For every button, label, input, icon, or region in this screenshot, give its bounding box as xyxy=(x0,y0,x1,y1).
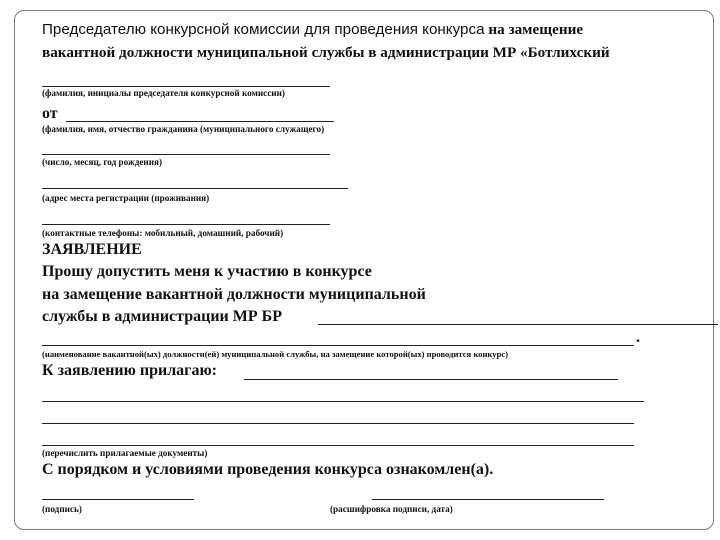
attachments-line-3[interactable] xyxy=(42,423,634,424)
chair-name-caption: (фамилия, инициалы председателя конкурсной комиссии) xyxy=(42,88,285,98)
applicant-name-line[interactable] xyxy=(66,121,334,122)
signature-decoding-caption: (расшифровка подписи, дата) xyxy=(330,504,453,514)
position-line-continuation[interactable] xyxy=(318,324,718,325)
position-line[interactable] xyxy=(42,345,634,346)
acknowledgement-text: С порядком и условиями проведения конкурса ознакомлен(а). xyxy=(42,461,494,478)
addressee-line-1 xyxy=(42,19,583,41)
statement-line-1: Прошу допустить меня к участию в конкурсе xyxy=(42,263,372,280)
position-caption: (наименование вакантной(ых) должности(ей) муниципальной службы, на замещение которой(ых) проводится конкурс) xyxy=(42,349,508,359)
signature-caption: (подпись) xyxy=(42,504,82,514)
from-label: от xyxy=(42,105,58,122)
address-caption: (адрес места регистрации (проживания) xyxy=(42,193,210,203)
applicant-name-caption: (фамилия, имя, отчество гражданина (муниципального служащего) xyxy=(42,124,325,134)
signature-line[interactable] xyxy=(42,499,194,500)
statement-title: ЗАЯВЛЕНИЕ xyxy=(42,241,142,258)
birth-date-line[interactable] xyxy=(42,154,330,155)
attachments-line-2[interactable] xyxy=(42,401,644,402)
statement-line-2: на замещение вакантной должности муниципальной xyxy=(42,286,426,303)
attachments-label: К заявлению прилагаю: xyxy=(42,362,217,379)
chair-name-line[interactable] xyxy=(42,86,330,87)
address-line[interactable] xyxy=(42,188,348,189)
attachments-caption: (перечислить прилагаемые документы) xyxy=(42,448,208,458)
phones-line[interactable] xyxy=(42,224,330,225)
addressee-tail: на замещение xyxy=(484,21,584,38)
attachments-line-1[interactable] xyxy=(244,379,618,380)
phones-caption: (контактные телефоны: мобильный, домашний, рабочий) xyxy=(42,228,284,238)
birth-date-caption: (число, месяц, год рождения) xyxy=(42,157,163,167)
position-dot: . xyxy=(636,329,640,346)
addressee-line-2: вакантной должности муниципальной службы в администрации МР «Ботлихский xyxy=(42,44,610,61)
addressee-text: Председателю конкурсной комиссии для проведения конкурса xyxy=(42,21,485,38)
statement-line-3: службы в администрации МР БР xyxy=(42,308,282,325)
attachments-line-4[interactable] xyxy=(42,445,634,446)
signature-decoding-line[interactable] xyxy=(372,499,604,500)
